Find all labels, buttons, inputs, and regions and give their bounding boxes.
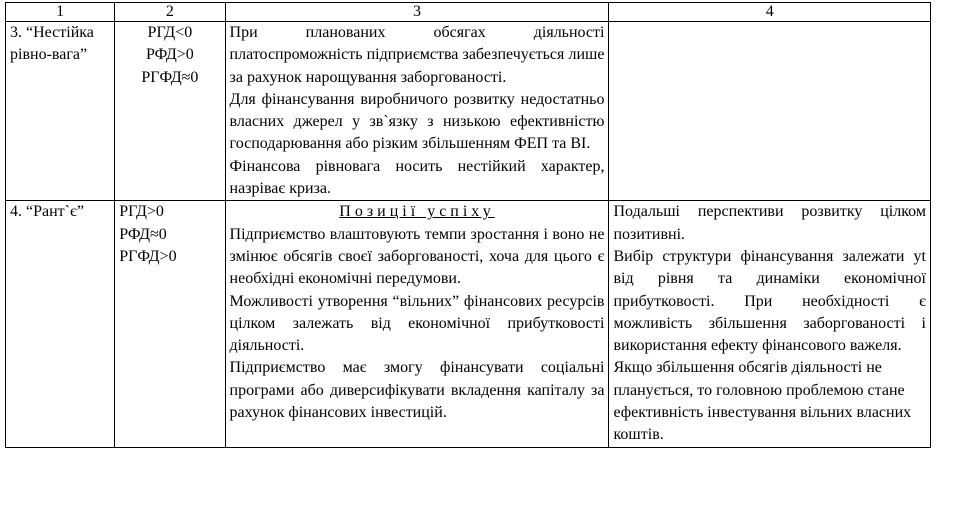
indicator-rgfd: РГФД>0 — [119, 247, 177, 265]
description-paragraph: Можливості утворення “вільних” фінансових ресурсів цілком залежать від економічної прибутковості діяльності. — [229, 292, 605, 355]
prospects-paragraph: Подальші перспективи розвитку цілком позитивні. — [613, 203, 926, 243]
table-row-rentier — [6, 201, 931, 447]
column-number-row — [6, 3, 931, 22]
description-paragraph: При планованих обсягах діяльності платоспроможність підприємства забезпечується лише за рахунок нарощування заборгованості. — [229, 24, 605, 86]
indicator-rfd: РФД>0 — [145, 46, 194, 64]
prospects-cell-empty — [609, 22, 931, 201]
description-paragraph: Фінансова рівновага носить нестійкий характер, назріває криза. — [229, 157, 605, 198]
description-paragraph: Підприємство влаштовують темпи зростання і воно не змінює обсягів своєї заборгованості, хоча для цього є необхідні економічні передумови. — [229, 225, 605, 288]
prospects-paragraph: Вибір структури фінансування залежати уt від рівня та динаміки економічної прибутковості. При необхідності є можливість збільшення заборгованості і використання ефекту фінансового важеля. — [613, 247, 926, 355]
indicator-rfd: РФД≈0 — [119, 225, 167, 243]
column-number-2: 2 — [115, 3, 225, 22]
indicator-rgd: РГД<0 — [147, 24, 193, 41]
financial-equilibrium-table — [5, 2, 931, 448]
description-paragraph: Підприємство має змогу фінансувати соціальні програми або диверсифікувати вкладення капіталу за рахунок фінансових інвестицій. — [229, 359, 605, 422]
indicators-cell — [115, 22, 225, 201]
column-number-1: 1 — [6, 3, 115, 22]
indicator-rgfd: РГФД≈0 — [141, 68, 199, 86]
state-type-cell: 4. “Рант`є” — [6, 201, 115, 447]
success-positions-heading: Позиції успіху — [339, 203, 495, 221]
indicator-rgd: РГД>0 — [119, 203, 164, 221]
indicators-cell — [115, 201, 225, 447]
description-cell — [225, 22, 609, 201]
column-number-3: 3 — [225, 3, 609, 22]
prospects-cell — [609, 201, 931, 447]
description-cell — [225, 201, 609, 447]
description-paragraph: Для фінансування виробничого розвитку недостатньо власних джерел у зв`язку з низькою ефективністю господарювання або різким збільшенням ФЕП та ВІ. — [229, 90, 605, 153]
prospects-paragraph: Якщо збільшення обсягів діяльності не планується, то головною проблемою стане ефективність інвестування вільних власних коштів. — [613, 359, 912, 444]
table-row-unstable-equilibrium — [6, 22, 931, 201]
state-type-cell: 3. “Нестійка рівно-вага” — [6, 22, 115, 201]
column-number-4: 4 — [609, 3, 931, 22]
